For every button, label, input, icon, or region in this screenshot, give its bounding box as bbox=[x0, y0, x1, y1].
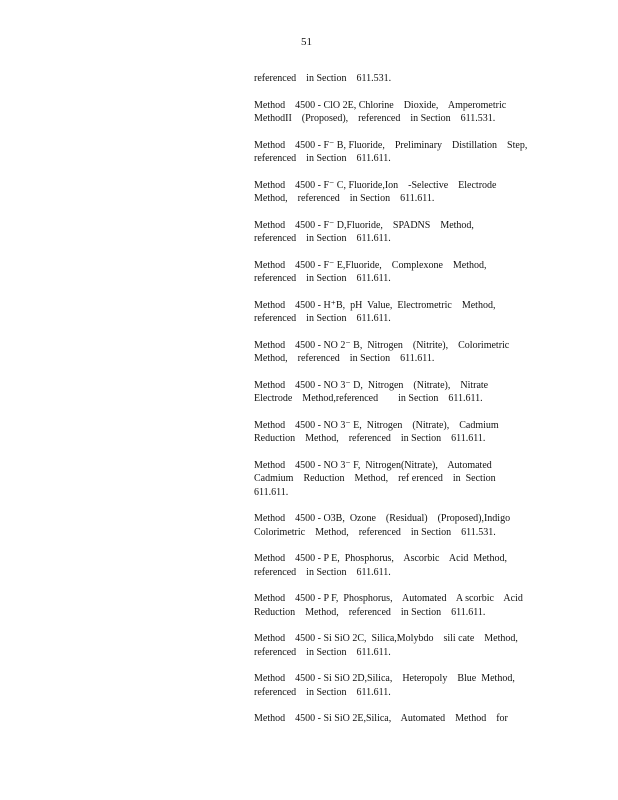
reference-entry bbox=[254, 139, 540, 166]
entry-line: Method 4500 - P E, Phosphorus, Ascorbic Acid Method, bbox=[254, 553, 507, 564]
reference-entry bbox=[254, 339, 540, 366]
entry-line: Method 4500 - F⁻ E,Fluoride, Complexone Method, bbox=[254, 259, 487, 271]
entry-line: Method 4500 - NO 3⁻ E, Nitrogen (Nitrate), Cadmium bbox=[254, 419, 499, 431]
entry-line: 611.611. bbox=[254, 486, 289, 498]
entry-line: Reduction Method, referenced in Section 611.611. bbox=[254, 606, 486, 618]
reference-entry bbox=[254, 552, 540, 579]
page-number: 51 bbox=[301, 36, 312, 48]
entry-line: Method 4500 - Si SiO 2C, Silica,Molybdo sili cate Method, bbox=[254, 633, 518, 644]
entry-line: Method 4500 - Si SiO 2E,Silica, Automated Method for bbox=[254, 713, 508, 724]
entry-line: referenced in Section 611.531. bbox=[254, 73, 392, 84]
reference-entry bbox=[254, 99, 540, 126]
reference-entry bbox=[254, 592, 540, 619]
entry-line: referenced in Section 611.611. bbox=[254, 313, 391, 324]
reference-entry bbox=[254, 219, 540, 246]
entry-line: Method 4500 - F⁻ C, Fluoride,Ion -Selective Electrode bbox=[254, 179, 497, 191]
entry-line: Method, referenced in Section 611.611. bbox=[254, 193, 435, 204]
entry-line: Method 4500 - ClO 2E, Chlorine Dioxide, Amperometric bbox=[254, 99, 507, 111]
reference-entry bbox=[254, 72, 540, 86]
entry-line: Reduction Method, referenced in Section 611.611. bbox=[254, 433, 486, 444]
entry-line: Method, referenced in Section 611.611. bbox=[254, 353, 435, 364]
reference-entry bbox=[254, 179, 540, 206]
reference-entry bbox=[254, 419, 540, 446]
entry-line: referenced in Section 611.611. bbox=[254, 233, 391, 244]
entry-line: Method 4500 - O3B, Ozone (Residual) (Proposed),Indigo bbox=[254, 513, 511, 524]
entry-line: Colorimetric Method, referenced in Section 611.531. bbox=[254, 526, 496, 538]
entry-line: Method 4500 - F⁻ D,Fluoride, SPADNS Method, bbox=[254, 219, 474, 231]
reference-entry bbox=[254, 672, 540, 699]
entry-line: Electrode Method,referenced in Section 611.611. bbox=[254, 393, 483, 404]
reference-entry bbox=[254, 379, 540, 406]
entry-line: Method 4500 - Si SiO 2D,Silica, Heteropoly Blue Method, bbox=[254, 673, 515, 684]
reference-entry bbox=[254, 259, 540, 286]
entry-line: Method 4500 - NO 3⁻ D, Nitrogen (Nitrate), Nitrate bbox=[254, 379, 489, 391]
entry-line: referenced in Section 611.611. bbox=[254, 153, 391, 164]
entry-line: Cadmium Reduction Method, ref erenced in Section bbox=[254, 473, 496, 484]
entry-line: referenced in Section 611.611. bbox=[254, 566, 391, 578]
entry-line: Method 4500 - NO 2⁻ B, Nitrogen (Nitrite), Colorimetric bbox=[254, 339, 510, 351]
reference-entry bbox=[254, 512, 540, 539]
entry-list bbox=[254, 72, 540, 739]
reference-entry bbox=[254, 459, 540, 500]
reference-entry bbox=[254, 299, 540, 326]
entry-line: Method 4500 - F⁻ B, Fluoride, Preliminary Distillation Step, bbox=[254, 139, 528, 151]
entry-line: referenced in Section 611.611. bbox=[254, 646, 391, 658]
reference-entry bbox=[254, 712, 540, 726]
entry-line: referenced in Section 611.611. bbox=[254, 686, 391, 698]
reference-entry bbox=[254, 632, 540, 659]
entry-line: Method 4500 - NO 3⁻ F, Nitrogen(Nitrate), Automated bbox=[254, 459, 492, 471]
entry-line: Method 4500 - H⁺B, pH Value, Electrometric Method, bbox=[254, 299, 496, 311]
entry-line: Method 4500 - P F, Phosphorus, Automated A scorbic Acid bbox=[254, 593, 523, 604]
entry-line: MethodII (Proposed), referenced in Section 611.531. bbox=[254, 113, 496, 124]
entry-line: referenced in Section 611.611. bbox=[254, 273, 391, 284]
